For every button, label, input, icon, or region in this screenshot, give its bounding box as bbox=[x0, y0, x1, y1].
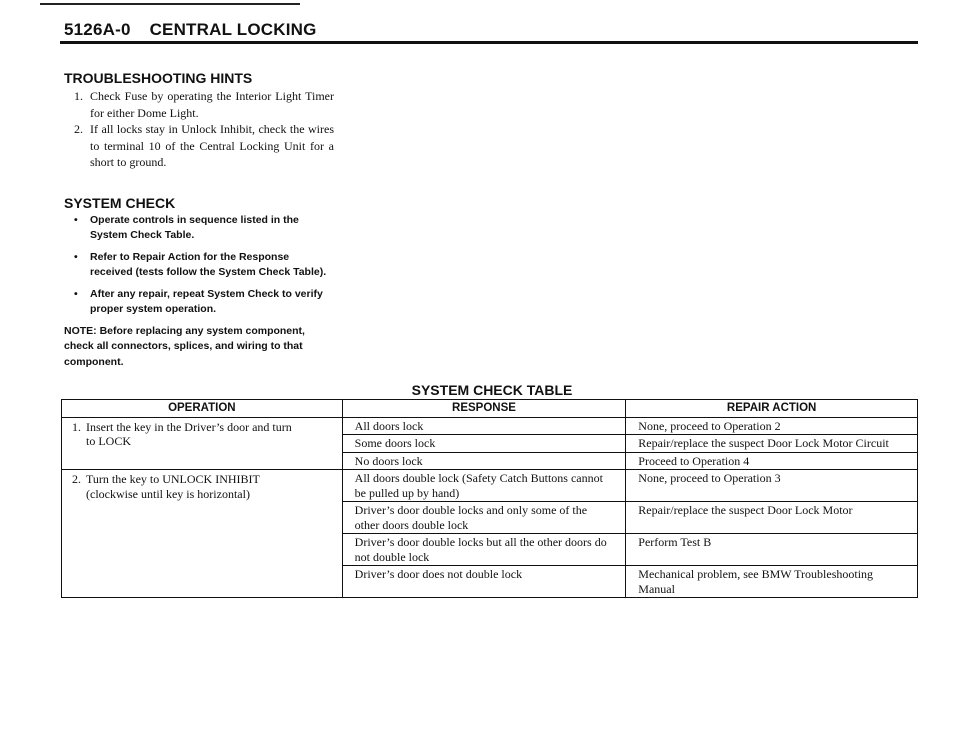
bullet-icon: • bbox=[74, 213, 78, 226]
section-title: CENTRAL LOCKING bbox=[149, 20, 317, 39]
system-check-bullets bbox=[72, 213, 334, 318]
bullet-icon: • bbox=[74, 250, 78, 263]
system-check-table bbox=[61, 399, 918, 598]
section-code: 5126A-0 bbox=[64, 20, 131, 39]
repair-cell: Mechanical problem, see BMW Troubleshooting Manual bbox=[626, 566, 918, 598]
hint-number: 2. bbox=[74, 122, 83, 136]
troubleshooting-title: TROUBLESHOOTING HINTS bbox=[64, 70, 253, 86]
hint-item bbox=[74, 121, 334, 171]
response-cell: Some doors lock bbox=[342, 435, 626, 453]
header-repair-action: REPAIR ACTION bbox=[626, 400, 918, 418]
response-cell: Driver’s door double locks but all the other doors do not double lock bbox=[342, 534, 626, 566]
operation-cell bbox=[62, 417, 343, 470]
system-check-section bbox=[64, 195, 334, 371]
operation-number: 2. bbox=[72, 472, 81, 486]
troubleshooting-list bbox=[74, 88, 334, 171]
hint-text: Check Fuse by operating the Interior Light Timer for either Dome Light. bbox=[90, 89, 334, 120]
bullet-text: Refer to Repair Action for the Response received (tests follow the System Check Table). bbox=[90, 250, 327, 278]
left-column bbox=[64, 70, 334, 370]
operation-text: Turn the key to UNLOCK INHIBIT bbox=[86, 472, 260, 486]
table-title: SYSTEM CHECK TABLE bbox=[411, 382, 573, 398]
table-row bbox=[62, 470, 918, 502]
bullet-text: Operate controls in sequence listed in the System Check Table. bbox=[90, 213, 299, 241]
operation-text: to LOCK bbox=[86, 434, 131, 448]
header-rule bbox=[60, 41, 918, 44]
operation-text: Insert the key in the Driver’s door and turn bbox=[86, 419, 292, 434]
operation-text: (clockwise until key is horizontal) bbox=[86, 486, 250, 501]
response-cell: Driver’s door double locks and only some of the other doors double lock bbox=[342, 502, 626, 534]
top-decorative-line bbox=[40, 3, 300, 5]
bullet-item bbox=[72, 250, 334, 281]
bullet-item bbox=[72, 287, 334, 318]
repair-cell: None, proceed to Operation 3 bbox=[626, 470, 918, 502]
repair-cell: None, proceed to Operation 2 bbox=[626, 417, 918, 435]
response-cell: All doors double lock (Safety Catch Buttons cannot be pulled up by hand) bbox=[342, 470, 626, 502]
page-header bbox=[64, 20, 317, 40]
hint-item bbox=[74, 88, 334, 121]
operation-number: 1. bbox=[72, 419, 81, 434]
repair-cell: Repair/replace the suspect Door Lock Motor bbox=[626, 502, 918, 534]
bullet-text: After any repair, repeat System Check to verify proper system operation. bbox=[90, 287, 323, 315]
bullet-icon: • bbox=[74, 287, 78, 300]
header-response: RESPONSE bbox=[342, 400, 626, 418]
repair-cell: Repair/replace the suspect Door Lock Motor Circuit bbox=[626, 435, 918, 453]
system-check-title: SYSTEM CHECK bbox=[64, 194, 176, 211]
note-text: NOTE: Before replacing any system component, check all connectors, splices, and wiring to that component. bbox=[64, 324, 305, 368]
hint-number: 1. bbox=[74, 89, 83, 103]
table-row bbox=[62, 417, 918, 435]
table-header-row bbox=[62, 400, 918, 418]
hint-text: If all locks stay in Unlock Inhibit, check the wires to terminal 10 of the Central Locking Unit for a short to ground. bbox=[90, 122, 334, 169]
repair-cell: Perform Test B bbox=[626, 534, 918, 566]
bullet-item bbox=[72, 213, 334, 244]
response-cell: No doors lock bbox=[342, 452, 626, 470]
response-cell: All doors lock bbox=[342, 417, 626, 435]
header-operation: OPERATION bbox=[62, 400, 343, 418]
response-cell: Driver’s door does not double lock bbox=[342, 566, 626, 598]
repair-cell: Proceed to Operation 4 bbox=[626, 452, 918, 470]
operation-cell bbox=[62, 470, 343, 598]
